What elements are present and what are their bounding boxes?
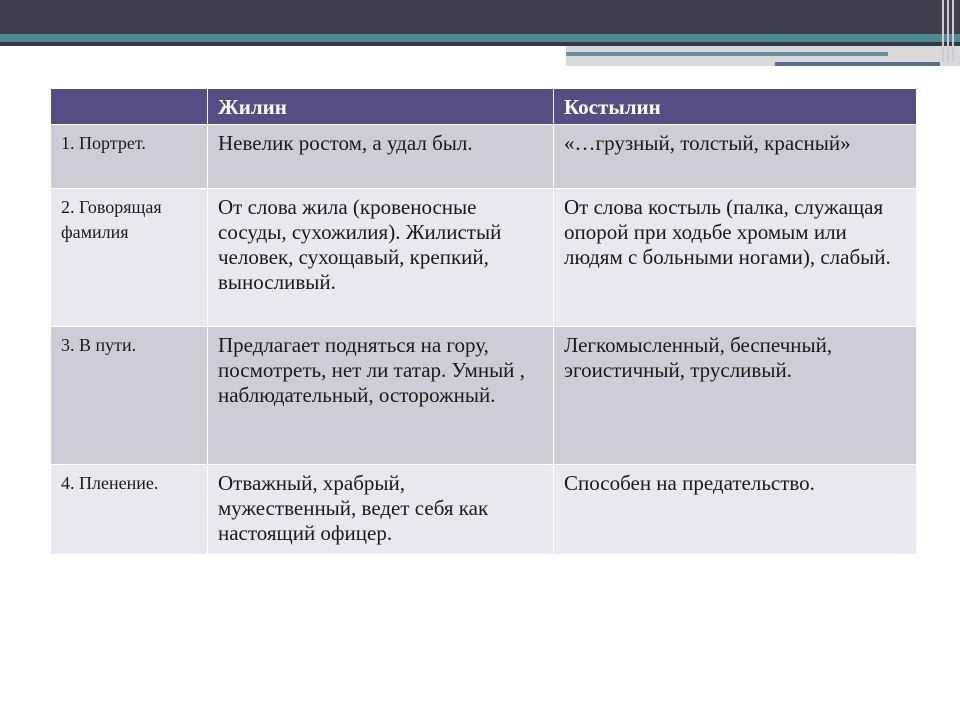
header-empty	[51, 89, 208, 125]
cell-kostylin: От слова костыль (палка, служащая опорой при ходьбе хромым или людям с больными ногами), слабый.	[554, 189, 917, 327]
corner-bars-decoration	[942, 0, 954, 62]
accent-line	[566, 52, 888, 56]
table-row	[51, 465, 917, 555]
cell-zhilin: Невелик ростом, а удал был.	[208, 125, 554, 189]
row-label: 3. В пути.	[51, 327, 208, 465]
table-row	[51, 189, 917, 327]
header-kostylin: Костылин	[554, 89, 917, 125]
table-row	[51, 327, 917, 465]
table-header-row	[51, 89, 917, 125]
header-band	[0, 0, 960, 34]
corner-bar	[942, 0, 944, 62]
row-label: 2. Говорящая фамилия	[51, 189, 208, 327]
cell-zhilin: Отважный, храбрый, мужественный, ведет себя как настоящий офицер.	[208, 465, 554, 555]
cell-kostylin: Легкомысленный, беспечный, эгоистичный, трусливый.	[554, 327, 917, 465]
cell-kostylin: Способен на предательство.	[554, 465, 917, 555]
cell-kostylin: «…грузный, толстый, красный»	[554, 125, 917, 189]
table-row	[51, 125, 917, 189]
accent-line	[775, 62, 940, 66]
corner-bar	[952, 0, 954, 62]
teal-stripe	[0, 34, 960, 42]
row-label: 1. Портрет.	[51, 125, 208, 189]
header-zhilin: Жилин	[208, 89, 554, 125]
cell-zhilin: Предлагает подняться на гору, посмотреть, нет ли татар. Умный , наблюдательный, осторожный.	[208, 327, 554, 465]
corner-bar	[947, 0, 949, 62]
cell-zhilin: От слова жила (кровеносные сосуды, сухожилия). Жилистый человек, сухощавый, крепкий, выносливый.	[208, 189, 554, 327]
row-label: 4. Пленение.	[51, 465, 208, 555]
comparison-table	[50, 88, 917, 555]
